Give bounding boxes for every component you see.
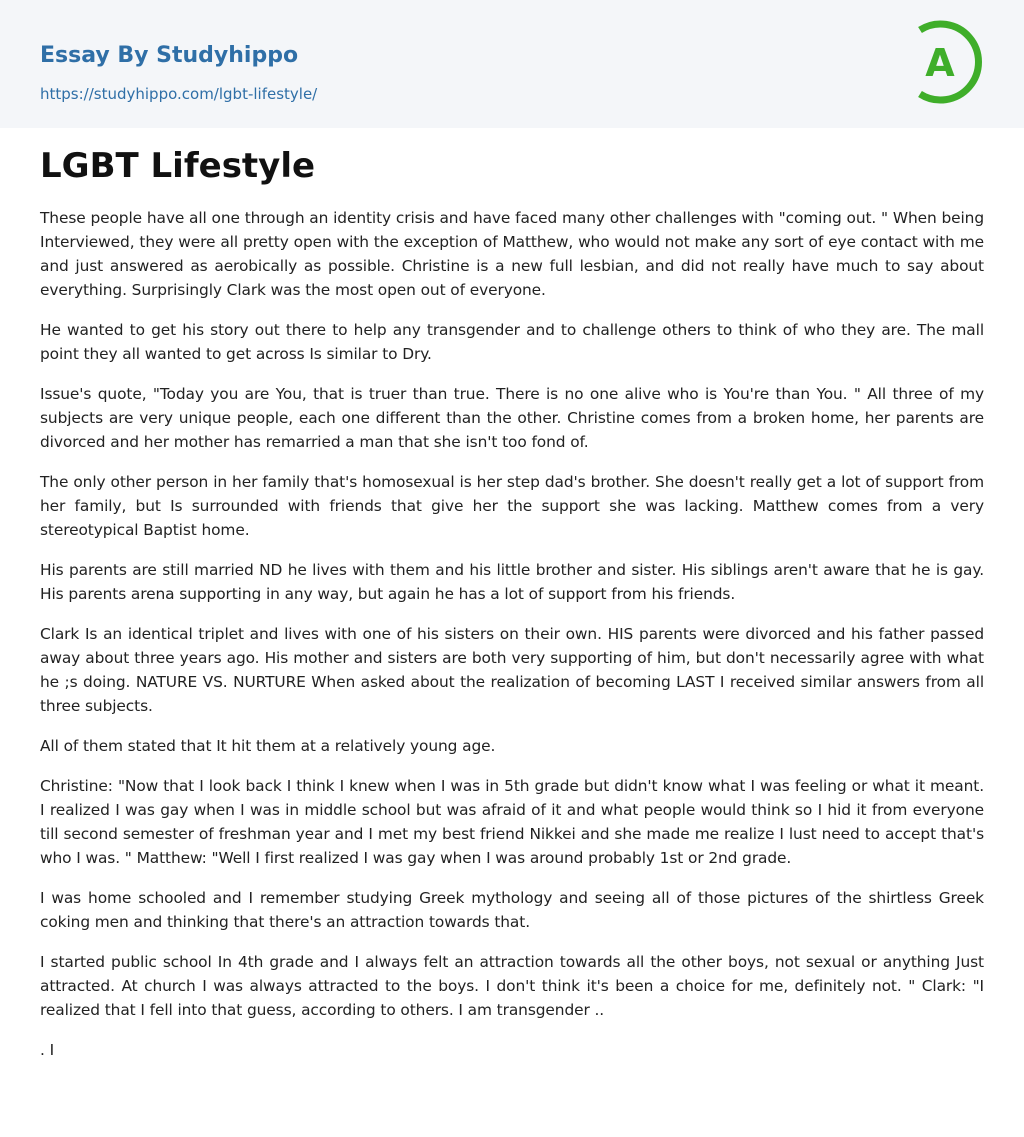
logo-letter: A (925, 41, 955, 85)
article-paragraph: I started public school In 4th grade and I always felt an attraction towards all the other boys, not sexual or anything Just attracted. At church I was always attracted to the boys. I don't think it's been a choice for me, definitely not. " Clark: "I realized that I fell into that guess, according to others. I am transgender .. (40, 953, 984, 1019)
article-paragraph: The only other person in her family that's homosexual is her step dad's brother. She doesn't really get a lot of support from her family, but Is surrounded with friends that give her the support she was lacking. Matthew comes from a very stereotypical Baptist home. (40, 473, 984, 539)
site-brand: Essay By Studyhippo (40, 43, 299, 68)
article-paragraph: I was home schooled and I remember studying Greek mythology and seeing all of those pictures of the shirtless Greek coking men and thinking that there's an attraction towards that. (40, 889, 984, 931)
article-paragraph: All of them stated that It hit them at a relatively young age. (40, 737, 496, 755)
article-paragraph: Christine: "Now that I look back I think I knew when I was in 5th grade but didn't know what I was feeling or what it meant. I realized I was gay when I was in middle school but was afraid of it and what people would think so I hid it from everyone till second semester of freshman year and I met my best friend Nikkei and she made me realize I lust need to accept that's who I was. " Matthew: "Well I first realized I was gay when I was around probably 1st or 2nd grade. (40, 777, 984, 867)
article-content (0, 128, 1024, 1062)
article-paragraph: These people have all one through an identity crisis and have faced many other challenges with "coming out. " When being Interviewed, they were all pretty open with the exception of Matthew, who would not make any sort of eye contact with me and just answered as aerobically as possible. Christine is a new full lesbian, and did not really have much to say about everything. Surprisingly Clark was the most open out of everyone. (40, 209, 984, 299)
page-title: LGBT Lifestyle (40, 146, 316, 186)
article-paragraph: . I (40, 1041, 55, 1059)
studyhippo-logo-icon[interactable] (914, 18, 986, 106)
article-paragraph: His parents are still married ND he lives with them and his little brother and sister. His siblings aren't aware that he is gay. His parents arena supporting in any way, but again he has a lot of support from his friends. (40, 561, 984, 603)
article-paragraph: Issue's quote, "Today you are You, that is truer than true. There is no one alive who is You're than You. " All three of my subjects are very unique people, each one different than the other. Christine comes from a broken home, her parents are divorced and her mother has remarried a man that she isn't too fond of. (40, 385, 984, 451)
site-header (0, 0, 1024, 128)
article-paragraph: Clark Is an identical triplet and lives with one of his sisters on their own. HIS parents were divorced and his father passed away about three years ago. His mother and sisters are both very supporting of him, but don't necessarily agree with what he ;s doing. NATURE VS. NURTURE When asked about the realization of becoming LAST I received similar answers from all three subjects. (40, 625, 984, 715)
essay-url-link[interactable]: https://studyhippo.com/lgbt-lifestyle/ (40, 85, 318, 103)
article-paragraph: He wanted to get his story out there to help any transgender and to challenge others to think of who they are. The mall point they all wanted to get across Is similar to Dry. (40, 321, 984, 363)
